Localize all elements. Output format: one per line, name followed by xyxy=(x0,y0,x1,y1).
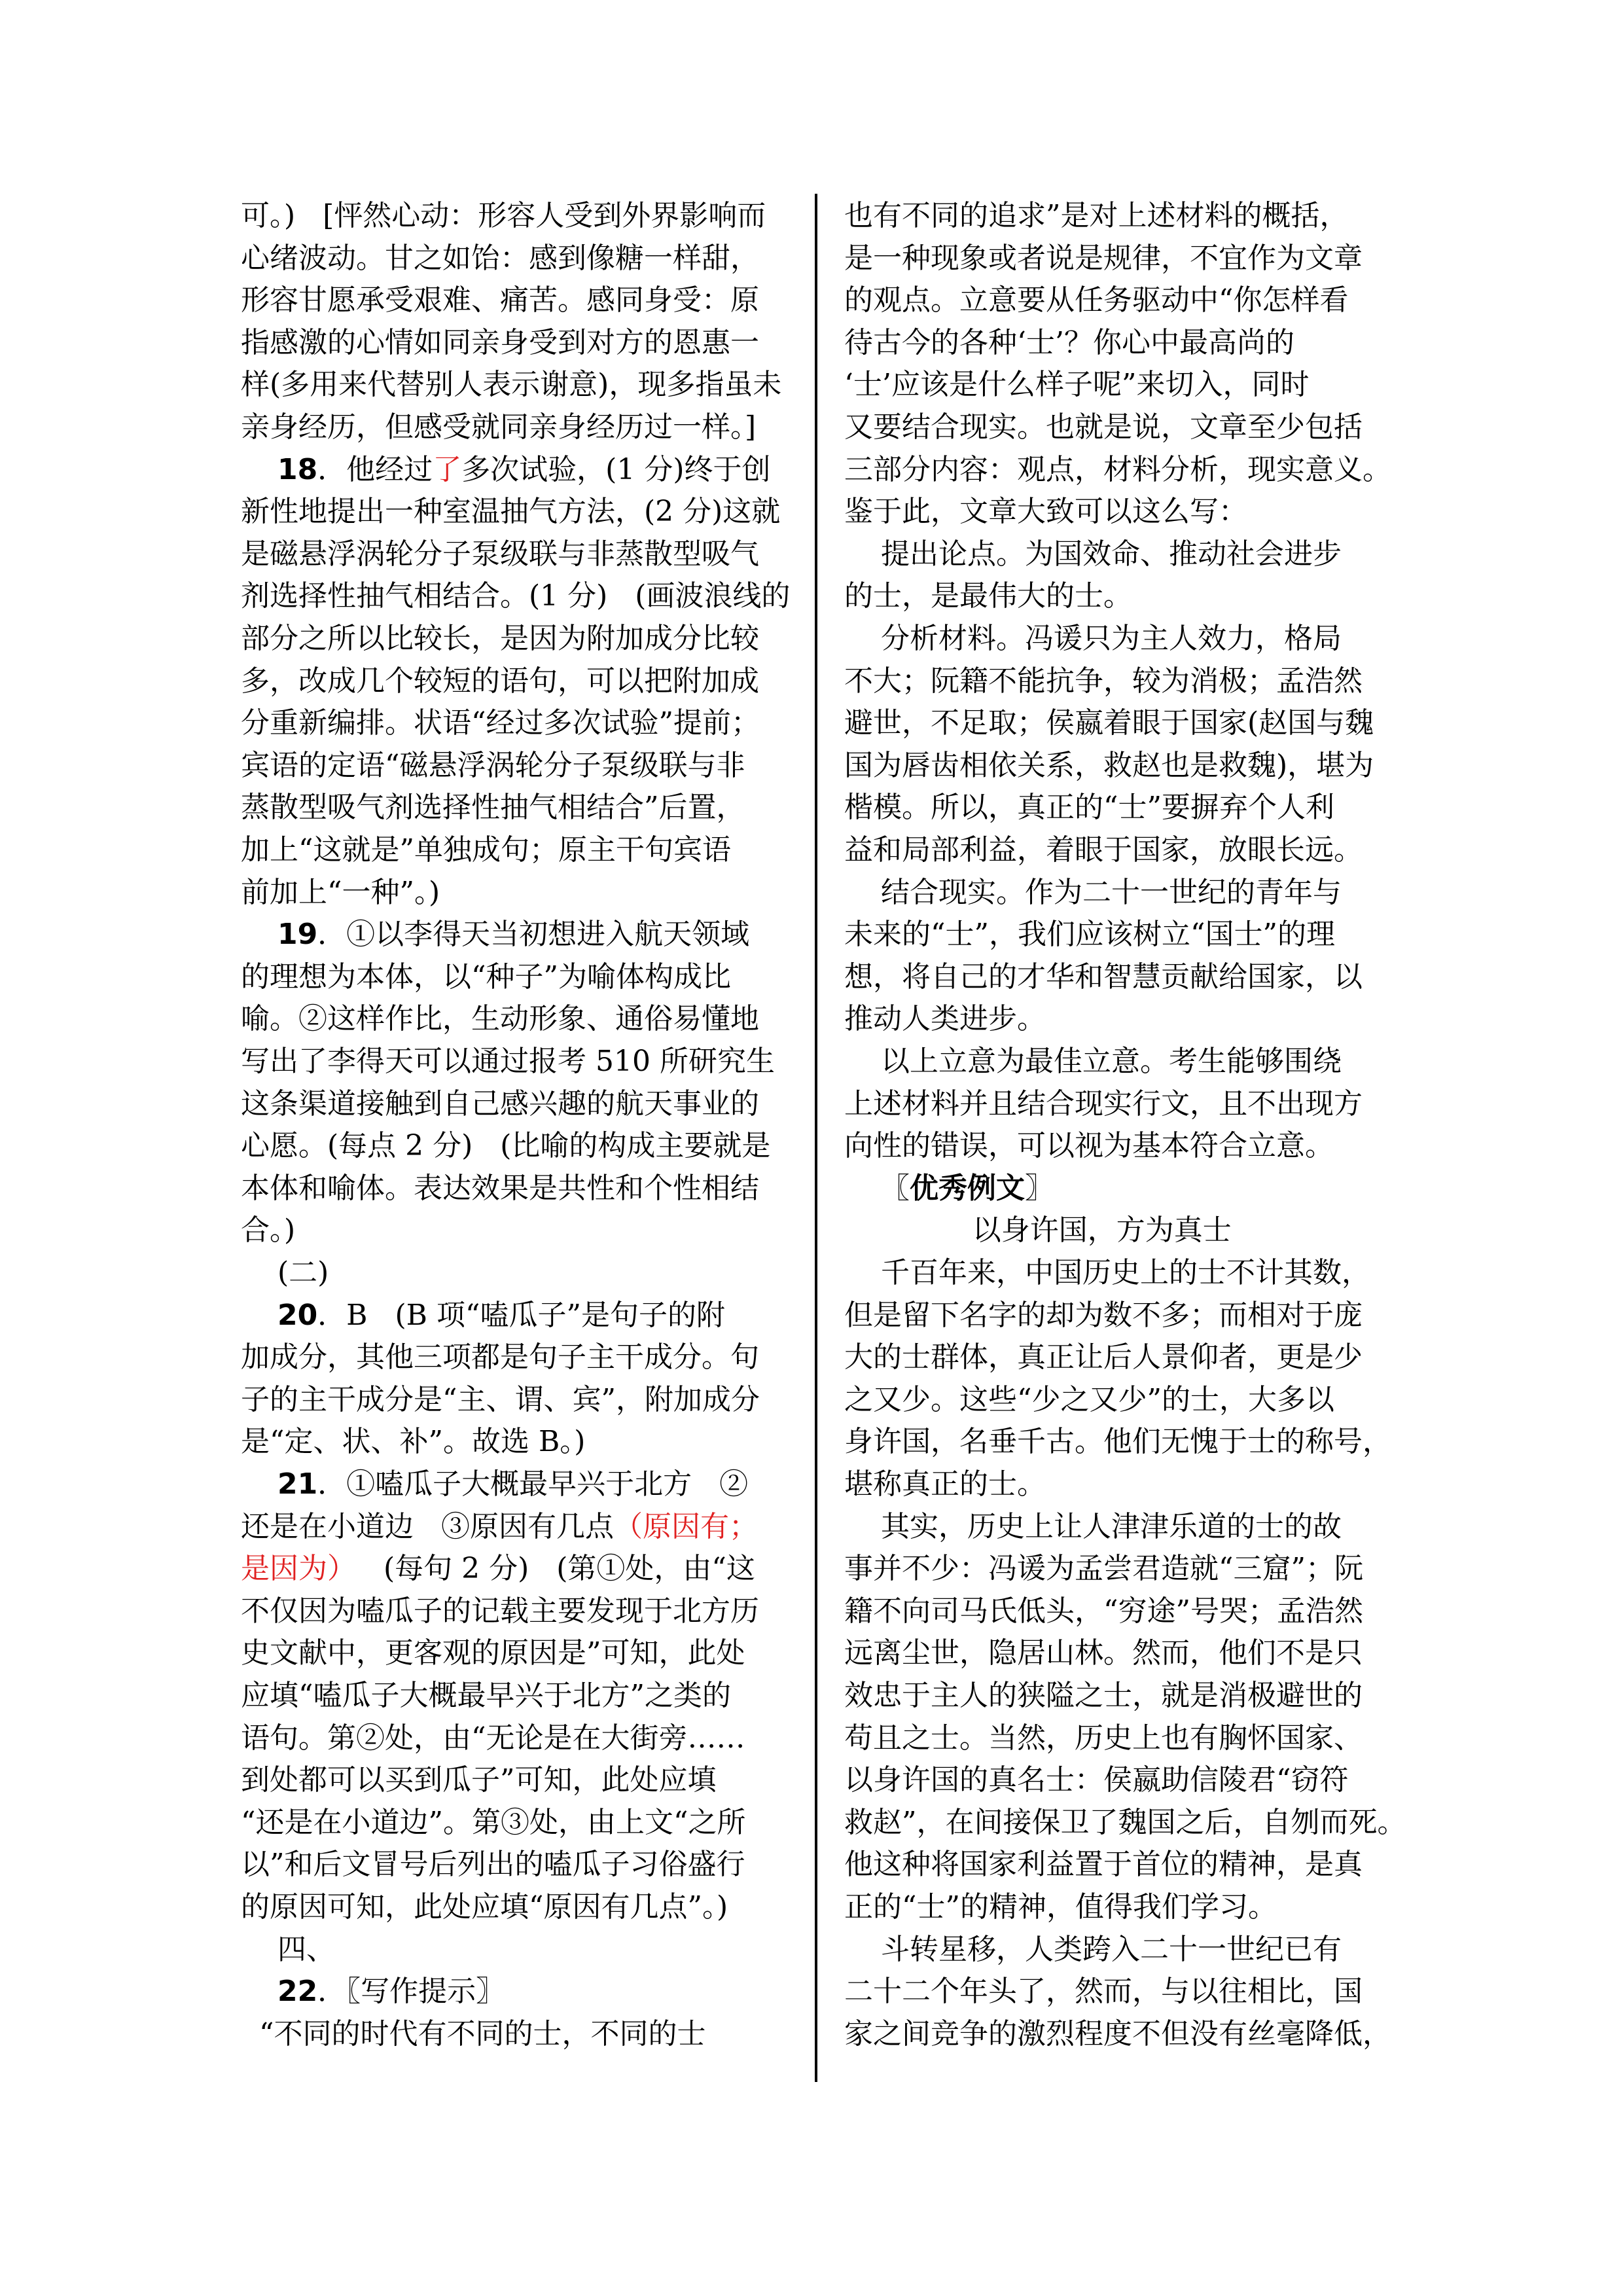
text-line xyxy=(844,1126,1334,1167)
text-span: 多次试验，(1 分)终于创 xyxy=(461,452,771,486)
text-span: 又要结合现实。也就是说，文章至少包括 xyxy=(844,410,1363,444)
text-line xyxy=(844,1761,1349,1801)
text-line xyxy=(844,873,1342,914)
text-line xyxy=(844,619,1342,660)
text-span: 的理想为本体，以“种子”为喻体构成比 xyxy=(241,960,731,994)
text-span: 以身许国的真名士：侯嬴助信陵君“窃符 xyxy=(844,1763,1349,1797)
text-span: 事并不少：冯谖为孟尝君造就“三窟”；阮 xyxy=(844,1552,1363,1586)
text-line xyxy=(241,1592,759,1632)
text-line xyxy=(844,1634,1363,1674)
text-line xyxy=(844,1676,1363,1717)
correction-text: （原因有； xyxy=(613,1509,758,1543)
text-line xyxy=(844,1211,1232,1251)
text-span: 部分之所以比较长，是因为附加成分比较 xyxy=(241,622,759,655)
text-span: 亲身经历，但感受就同亲身经历过一样。] xyxy=(241,410,757,444)
text-line xyxy=(241,1676,731,1717)
text-line xyxy=(844,577,1132,617)
text-line xyxy=(241,1338,759,1378)
text-line xyxy=(844,1380,1334,1421)
text-line xyxy=(844,662,1363,702)
text-span: 可。) [怦然心动：形容人受到外界影响而 xyxy=(241,199,766,232)
text-span: 避世，不足取；侯嬴着眼于国家(赵国与魏 xyxy=(844,706,1374,740)
text-span: 宾语的定语“磁悬浮涡轮分子泵级联与非 xyxy=(241,748,745,782)
text-span: ‘士’应该是什么样子呢”来切入，同时 xyxy=(844,368,1310,402)
heading-text: 优秀例文 xyxy=(909,1171,1025,1205)
text-line xyxy=(241,1719,745,1759)
text-line xyxy=(241,281,759,321)
text-line xyxy=(241,408,756,448)
text-span: 二十二个年头了，然而，与以往相比，国 xyxy=(844,1975,1363,2009)
text-span: 大的士群体，真正让后人景仰者，更是少 xyxy=(844,1340,1363,1374)
text-line xyxy=(241,999,759,1040)
text-span: 还是在小道边 ③原因有几点 xyxy=(241,1509,614,1543)
text-span: 鉴于此，文章大致可以这么写： xyxy=(844,495,1247,529)
text-span: 上述材料并且结合现实行文，且不出现方 xyxy=(844,1086,1363,1121)
text-span xyxy=(241,1299,277,1332)
text-line xyxy=(241,577,790,617)
text-span: 但是留下名字的却为数不多；而相对于庞 xyxy=(844,1298,1363,1332)
text-line xyxy=(844,196,1349,237)
text-span: 心绪波动。甘之如饴：感到像糖一样甜， xyxy=(241,241,759,275)
text-span: 不仅因为嗑瓜子的记载主要发现于北方历 xyxy=(241,1594,759,1628)
text-span: 以身许国，方为真士 xyxy=(844,1213,1232,1247)
text-span: (二) xyxy=(241,1256,329,1289)
text-line xyxy=(241,1211,295,1251)
question-number: 21 xyxy=(277,1467,318,1501)
text-line xyxy=(241,1972,505,2013)
text-span: 加成分，其他三项都是句子主干成分。句 xyxy=(241,1340,759,1374)
text-line xyxy=(844,492,1247,533)
text-span: 多，改成几个较短的语句，可以把附加成 xyxy=(241,664,759,698)
text-line xyxy=(844,831,1363,871)
text-span: 心愿。(每点 2 分) (比喻的构成主要就是 xyxy=(241,1129,771,1163)
text-line xyxy=(241,239,759,279)
text-line xyxy=(241,535,759,575)
text-span: ．〖写作提示〗 xyxy=(317,1975,505,2009)
text-line xyxy=(844,1507,1342,1548)
text-span: 加上“这就是”单独成句；原主干句宾语 xyxy=(241,833,731,867)
text-line xyxy=(241,365,781,406)
text-span: 分析材料。冯谖只为主人效力，格局 xyxy=(844,622,1342,655)
text-span: 以”和后文冒号后列出的嗑瓜子习俗盛行 xyxy=(241,1848,745,1882)
text-line xyxy=(844,1338,1363,1378)
text-span: 待古今的各种‘士’？你心中最高尚的 xyxy=(844,325,1294,359)
text-span: 是磁悬浮涡轮分子泵级联与非蒸散型吸气 xyxy=(241,537,759,571)
correction-text: 是因为） xyxy=(241,1552,356,1586)
text-line xyxy=(241,1253,329,1294)
text-span: 推动人类进步。 xyxy=(844,1002,1046,1036)
text-span: 是一种现象或者说是规律，不宜作为文章 xyxy=(844,241,1363,275)
text-span xyxy=(241,918,277,951)
text-line xyxy=(241,958,731,998)
text-line xyxy=(241,323,759,364)
text-line xyxy=(241,1296,725,1336)
text-line xyxy=(241,1634,745,1674)
text-line xyxy=(844,958,1363,998)
text-line xyxy=(844,1972,1363,2013)
text-line xyxy=(844,915,1335,956)
text-line xyxy=(241,1761,717,1801)
text-line xyxy=(241,619,759,660)
text-span: 想，将自己的才华和智慧贡献给国家，以 xyxy=(844,960,1363,994)
correction-text: 了 xyxy=(433,452,462,486)
text-span: 四、 xyxy=(241,1932,335,1966)
text-span: ．他经过 xyxy=(317,452,433,486)
text-line xyxy=(241,746,745,787)
text-span: 之又少。这些“少之又少”的士，大多以 xyxy=(844,1382,1334,1416)
text-span: 效忠于主人的狭隘之士，就是消极避世的 xyxy=(844,1679,1363,1712)
text-span: “不同的时代有不同的士，不同的士 xyxy=(241,2017,706,2051)
text-span: 以上立意为最佳立意。考生能够围绕 xyxy=(844,1045,1342,1078)
text-line xyxy=(241,1126,770,1167)
text-line xyxy=(844,1465,1046,1505)
text-line xyxy=(844,1592,1363,1632)
text-line xyxy=(241,662,759,702)
text-line xyxy=(844,746,1374,787)
text-span: ．B (B 项“嗑瓜子”是句子的附 xyxy=(317,1298,725,1332)
text-line xyxy=(241,1085,759,1125)
text-line xyxy=(844,2015,1391,2055)
text-span: 斗转星移，人类跨入二十一世纪已有 xyxy=(844,1932,1342,1966)
text-span: 千百年来，中国历史上的士不计其数， xyxy=(844,1256,1370,1289)
text-span: 样(多用来代替别人表示谢意)，现多指虽未 xyxy=(241,368,782,402)
text-span: 堪称真正的士。 xyxy=(844,1467,1046,1501)
text-line xyxy=(241,1422,585,1463)
text-line xyxy=(844,239,1363,279)
text-line xyxy=(844,1042,1342,1083)
text-line xyxy=(241,1803,745,1844)
text-span: 正的“士”的精神，值得我们学习。 xyxy=(844,1890,1277,1924)
text-span xyxy=(241,1467,277,1501)
text-span: 救赵”，在间接保卫了魏国之后，自刎而死。 xyxy=(844,1805,1406,1839)
text-line xyxy=(241,1507,758,1548)
text-span: 提出论点。为国效命、推动社会进步 xyxy=(844,537,1342,571)
text-line xyxy=(241,831,731,871)
text-line xyxy=(241,2015,705,2055)
text-span: 新性地提出一种室温抽气方法，(2 分)这就 xyxy=(241,495,781,529)
text-span: 喻。②这样作比，生动形象、通俗易懂地 xyxy=(241,1002,759,1036)
text-line xyxy=(844,408,1363,448)
text-span: 楷模。所以，真正的“士”要摒弃个人利 xyxy=(844,791,1334,825)
text-line xyxy=(241,1888,728,1928)
text-span: 的观点。立意要从任务驱动中“你怎样看 xyxy=(844,283,1349,317)
text-span: 其实，历史上让人津津乐道的士的故 xyxy=(844,1509,1342,1543)
text-span: 应填“嗑瓜子大概最早兴于北方”之类的 xyxy=(241,1679,731,1712)
text-line xyxy=(241,1380,760,1421)
text-span: 未来的“士”，我们应该树立“国士”的理 xyxy=(844,918,1335,952)
text-line xyxy=(844,1803,1406,1844)
text-span: 〗 xyxy=(1024,1171,1054,1205)
text-span: 分重新编排。状语“经过多次试验”提前； xyxy=(241,706,760,740)
text-span: 合。) xyxy=(241,1213,296,1247)
text-span: 远离尘世，隐居山林。然而，他们不是只 xyxy=(844,1636,1363,1670)
text-span: ．①嗑瓜子大概最早兴于北方 ② xyxy=(317,1467,749,1501)
text-span: 的原因可知，此处应填“原因有几点”。) xyxy=(241,1890,728,1924)
text-line xyxy=(844,323,1294,364)
text-span: “还是在小道边”。第③处，由上文“之所 xyxy=(241,1805,746,1839)
text-span: 史文献中，更客观的原因是”可知，此处 xyxy=(241,1636,745,1670)
text-line xyxy=(241,492,780,533)
text-line xyxy=(844,1930,1342,1971)
text-line xyxy=(844,788,1334,829)
question-number: 20 xyxy=(277,1298,318,1332)
text-line xyxy=(844,281,1349,321)
text-line xyxy=(241,915,749,956)
text-span: 也有不同的追求”是对上述材料的概括， xyxy=(844,199,1349,232)
text-span: 〖 xyxy=(844,1171,910,1205)
text-line xyxy=(241,450,771,491)
text-span: 结合现实。作为二十一世纪的青年与 xyxy=(844,875,1342,909)
text-line xyxy=(241,704,760,744)
text-span: (每句 2 分) (第①处，由“这 xyxy=(356,1552,755,1586)
text-line xyxy=(241,873,440,914)
text-span: 到处都可以买到瓜子”可知，此处应填 xyxy=(241,1763,717,1797)
text-line xyxy=(844,999,1046,1040)
text-line xyxy=(844,1719,1363,1759)
text-span: 益和局部利益，着眼于国家，放眼长远。 xyxy=(844,833,1363,867)
text-line xyxy=(844,1169,1054,1210)
column-divider xyxy=(815,194,817,2082)
text-line xyxy=(844,1296,1363,1336)
text-line xyxy=(241,1169,759,1210)
text-span: 形容甘愿承受艰难、痛苦。感同身受：原 xyxy=(241,283,759,317)
text-span: 写出了李得天可以通过报考 510 所研究生 xyxy=(241,1045,775,1078)
question-number: 18 xyxy=(277,452,318,486)
text-line xyxy=(241,1042,775,1083)
question-number: 22 xyxy=(277,1975,318,2009)
text-span: 国为唇齿相依关系，救赵也是救魏)，堪为 xyxy=(844,748,1374,782)
text-span: 这条渠道接触到自己感兴趣的航天事业的 xyxy=(241,1086,759,1121)
text-line xyxy=(241,1549,755,1590)
text-span: 不大；阮籍不能抗争，较为消极；孟浩然 xyxy=(844,664,1363,698)
text-span: 向性的错误，可以视为基本符合立意。 xyxy=(844,1129,1334,1163)
text-line xyxy=(241,1845,745,1886)
text-span: 他这种将国家利益置于首位的精神，是真 xyxy=(844,1848,1363,1882)
text-span xyxy=(241,453,277,486)
text-line xyxy=(844,1845,1363,1886)
text-line xyxy=(844,535,1342,575)
text-span: 子的主干成分是“主、谓、宾”，附加成分 xyxy=(241,1382,760,1416)
text-span: 籍不向司马氏低头，“穷途”号哭；孟浩然 xyxy=(844,1594,1363,1628)
text-line xyxy=(241,1930,335,1971)
text-line xyxy=(241,196,766,237)
text-span: 前加上“一种”。) xyxy=(241,875,440,909)
text-span: 的士，是最伟大的士。 xyxy=(844,579,1132,613)
text-span: 身许国，名垂千古。他们无愧于士的称号， xyxy=(844,1425,1391,1459)
text-span: 蒸散型吸气剂选择性抽气相结合”后置， xyxy=(241,791,745,825)
text-span xyxy=(241,1975,277,2008)
text-line xyxy=(844,1549,1363,1590)
text-span: 是“定、状、补”。故选 B。) xyxy=(241,1425,586,1459)
text-span: 本体和喻体。表达效果是共性和个性相结 xyxy=(241,1171,759,1205)
text-line xyxy=(241,1465,748,1505)
text-line xyxy=(844,1888,1277,1928)
text-line xyxy=(844,704,1374,744)
text-line xyxy=(844,1422,1391,1463)
text-span: 苟且之士。当然，历史上也有胸怀国家、 xyxy=(844,1721,1363,1755)
text-span: 语句。第②处，由“无论是在大街旁…… xyxy=(241,1721,745,1755)
text-line xyxy=(844,1253,1370,1294)
text-line xyxy=(844,1085,1363,1125)
question-number: 19 xyxy=(277,918,318,952)
text-span: ．①以李得天当初想进入航天领域 xyxy=(317,918,750,952)
text-span: 三部分内容：观点，材料分析，现实意义。 xyxy=(844,452,1391,486)
text-span: 指感激的心情如同亲身受到对方的恩惠一 xyxy=(241,325,759,359)
text-line xyxy=(844,450,1391,491)
text-line xyxy=(844,365,1309,406)
text-span: 剂选择性抽气相结合。(1 分) (画波浪线的 xyxy=(241,579,791,613)
text-span: 家之间竞争的激烈程度不但没有丝毫降低， xyxy=(844,2017,1391,2051)
text-line xyxy=(241,788,745,829)
